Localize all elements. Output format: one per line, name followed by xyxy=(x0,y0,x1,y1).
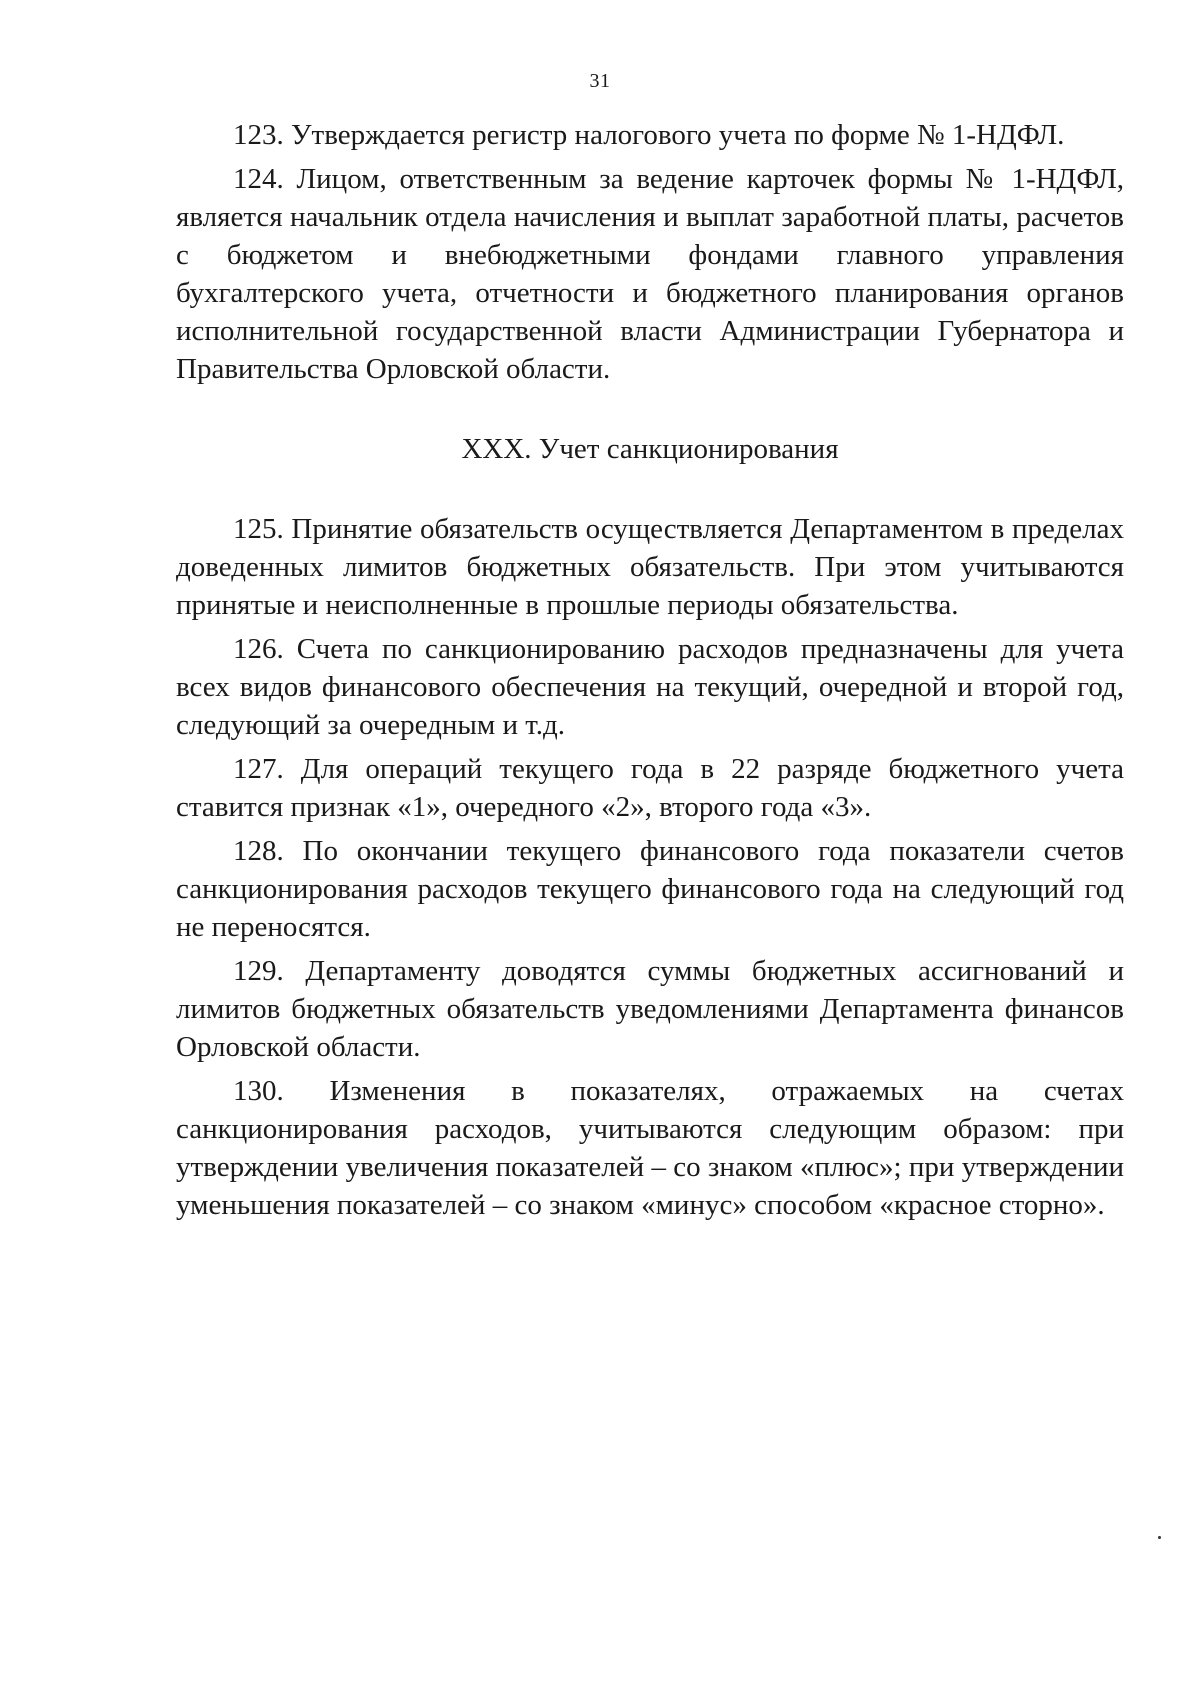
paragraph-129: 129. Департаменту доводятся суммы бюджетных ассигнований и лимитов бюджетных обязательств уведомлениями Департамента финансов Орловской области. xyxy=(176,955,1124,1063)
paragraph-125: 125. Принятие обязательств осуществляется Департаментом в пределах доведенных лимитов бюджетных обязательств. При этом учитываются принятые и неисполненные в прошлые периоды обязательства. xyxy=(176,513,1124,621)
document-body xyxy=(176,116,1124,1230)
paragraph-128: 128. По окончании текущего финансового года показатели счетов санкционирования расходов текущего финансового года на следующий год не переносятся. xyxy=(176,835,1124,943)
scan-speck xyxy=(1158,1536,1161,1539)
paragraph-126: 126. Счета по санкционированию расходов предназначены для учета всех видов финансового обеспечения на текущий, очередной и второй год, следующий за очередным и т.д. xyxy=(176,633,1124,741)
paragraph-123: 123. Утверждается регистр налогового учета по форме № 1-НДФЛ. xyxy=(233,119,1065,151)
section-heading: XXX. Учет санкционирования xyxy=(461,433,839,465)
paragraph-127: 127. Для операций текущего года в 22 разряде бюджетного учета ставится признак «1», очередного «2», второго года «3». xyxy=(176,753,1124,823)
page-number: 31 xyxy=(589,70,611,92)
paragraph-130: 130. Изменения в показателях, отражаемых на счетах санкционирования расходов, учитываются следующим образом: при утверждении увеличения показателей – со знаком «плюс»; при утверждении уменьшения показателей – со знаком «минус» способом «красное сторно». xyxy=(176,1075,1124,1221)
paragraph-124: 124. Лицом, ответственным за ведение карточек формы № 1-НДФЛ, является начальник отдела начисления и выплат заработной платы, расчетов с бюджетом и внебюджетными фондами главного управления бухгалтерского учета, отчетности и бюджетного планирования органов исполнительной государственной власти Администрации Губернатора и Правительства Орловской области. xyxy=(176,163,1124,385)
